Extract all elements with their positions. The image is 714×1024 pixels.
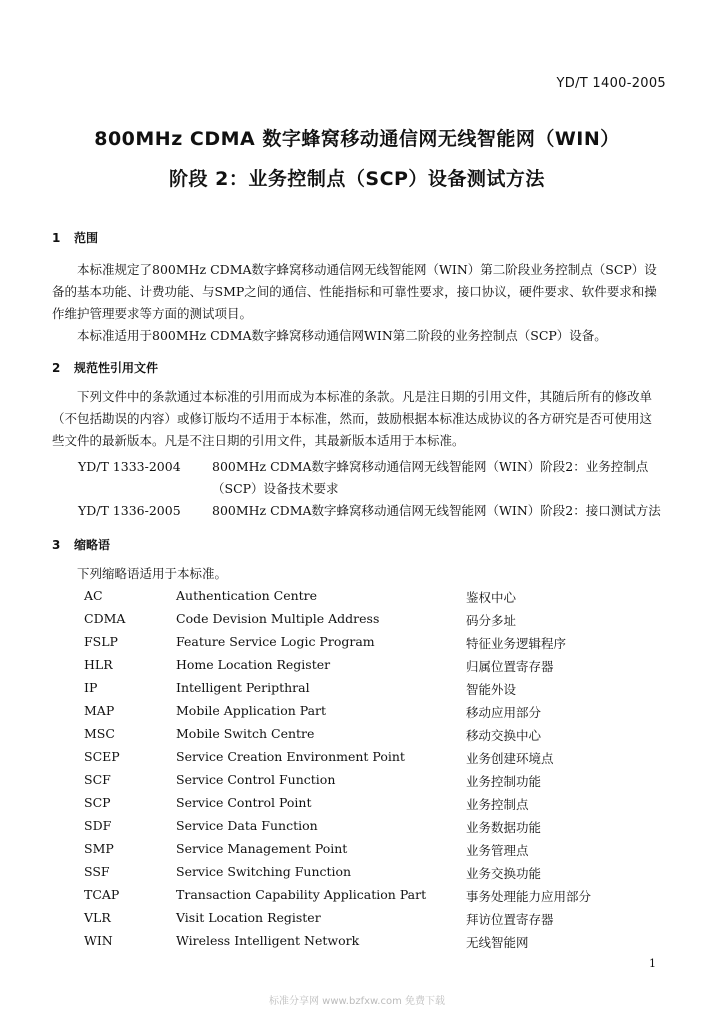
reference-title: 800MHz CDMA数字蜂窝移动通信网无线智能网（WIN）阶段2：接口测试方法 xyxy=(212,503,661,518)
reference-code: YD/T 1333-2004 xyxy=(78,459,181,474)
abbreviation-english: Service Creation Environment Point xyxy=(176,749,405,764)
abbreviation-chinese: 业务控制功能 xyxy=(466,774,542,789)
abbreviation-row xyxy=(0,841,714,863)
abbreviation-row xyxy=(0,818,714,840)
abbreviation-chinese: 鉴权中心 xyxy=(466,590,517,605)
abbreviations-intro-text: 下列缩略语适用于本标准。 xyxy=(77,566,228,581)
abbreviation: FSLP xyxy=(84,634,118,649)
section-2-heading xyxy=(52,359,158,376)
abbreviation-english: Service Management Point xyxy=(176,841,348,856)
abbreviation-chinese: 归属位置寄存器 xyxy=(466,659,554,674)
abbreviation: SCEP xyxy=(84,749,120,764)
abbreviation-english: Service Data Function xyxy=(176,818,318,833)
abbreviation-english: Code Devision Multiple Address xyxy=(176,611,380,626)
abbreviation-chinese: 智能外设 xyxy=(466,682,517,697)
abbreviation: SSF xyxy=(84,864,110,879)
section-number: 2 xyxy=(52,361,61,375)
abbreviation-chinese: 移动交换中心 xyxy=(466,728,542,743)
abbreviation-row xyxy=(0,795,714,817)
abbreviation: HLR xyxy=(84,657,113,672)
abbreviation-row xyxy=(0,933,714,955)
abbreviation-english: Visit Location Register xyxy=(176,910,321,925)
abbreviation: SCF xyxy=(84,772,111,787)
abbreviation: IP xyxy=(84,680,98,695)
section-1-heading xyxy=(52,229,98,246)
abbreviation-english: Transaction Capability Application Part xyxy=(176,887,427,902)
footer-watermark: 标准分享网 www.bzfxw.com 免费下载 xyxy=(269,996,445,1007)
standard-number: YD/T 1400-2005 xyxy=(556,76,666,91)
abbreviation-english: Home Location Register xyxy=(176,657,331,672)
document-title-line1: 800MHz CDMA 数字蜂窝移动通信网无线智能网（WIN） xyxy=(94,128,620,150)
abbreviation-row xyxy=(0,772,714,794)
reference-title: 800MHz CDMA数字蜂窝移动通信网无线智能网（WIN）阶段2：业务控制点（SCP）设备技术要求 xyxy=(212,459,649,496)
section-title: 缩略语 xyxy=(74,538,111,552)
abbreviation-english: Feature Service Logic Program xyxy=(176,634,375,649)
abbreviation: WIN xyxy=(84,933,113,948)
section-number: 1 xyxy=(52,231,61,245)
abbreviation-row xyxy=(0,726,714,748)
abbreviation-english: Authentication Centre xyxy=(176,588,318,603)
abbreviation-chinese: 业务管理点 xyxy=(466,843,529,858)
abbreviation-row xyxy=(0,634,714,656)
abbreviation: SDF xyxy=(84,818,112,833)
abbreviation: MSC xyxy=(84,726,115,741)
abbreviation-english: Mobile Switch Centre xyxy=(176,726,315,741)
abbreviation-chinese: 业务创建环境点 xyxy=(466,751,554,766)
scope-text-1: 本标准规定了800MHz CDMA数字蜂窝移动通信网无线智能网（WIN）第二阶段业务控制点（SCP）设备的基本功能、计费功能、与SMP之间的通信、性能指标和可靠性要求，接口协议，硬件要求、软件要求和操作维护管理要求等方面的测试项目。 xyxy=(52,262,657,321)
abbreviation-english: Service Control Point xyxy=(176,795,312,810)
scope-text-2: 本标准适用于800MHz CDMA数字蜂窝移动通信网WIN第二阶段的业务控制点（SCP）设备。 xyxy=(77,328,607,343)
abbreviation-row xyxy=(0,588,714,610)
section-number: 3 xyxy=(52,538,61,552)
abbreviation-chinese: 事务处理能力应用部分 xyxy=(466,889,592,904)
abbreviation-english: Mobile Application Part xyxy=(176,703,327,718)
abbreviation-row xyxy=(0,887,714,909)
abbreviation: MAP xyxy=(84,703,115,718)
normative-paragraph xyxy=(52,386,662,452)
abbreviation-row xyxy=(0,910,714,932)
section-title: 范围 xyxy=(74,231,99,245)
abbreviation-chinese: 业务控制点 xyxy=(466,797,529,812)
abbreviation-chinese: 业务数据功能 xyxy=(466,820,542,835)
abbreviation-english: Intelligent Peripthral xyxy=(176,680,310,695)
abbreviation-chinese: 码分多址 xyxy=(466,613,517,628)
abbreviation-chinese: 无线智能网 xyxy=(466,935,529,950)
abbreviation: TCAP xyxy=(84,887,120,902)
abbreviation-chinese: 移动应用部分 xyxy=(466,705,542,720)
page-number: 1 xyxy=(649,957,656,970)
abbreviation-chinese: 业务交换功能 xyxy=(466,866,542,881)
abbreviation-english: Service Switching Function xyxy=(176,864,352,879)
abbreviations-intro xyxy=(52,563,662,585)
abbreviation-english: Wireless Intelligent Network xyxy=(176,933,360,948)
abbreviation-row xyxy=(0,703,714,725)
abbreviation-row xyxy=(0,657,714,679)
section-3-heading xyxy=(52,536,110,553)
abbreviation-row xyxy=(0,611,714,633)
abbreviation: CDMA xyxy=(84,611,126,626)
normative-text: 下列文件中的条款通过本标准的引用而成为本标准的条款。凡是注日期的引用文件，其随后所有的修改单（不包括勘误的内容）或修订版均不适用于本标准，然而，鼓励根据本标准达成协议的各方研究是否可使用这些文件的最新版本。凡是不注日期的引用文件，其最新版本适用于本标准。 xyxy=(52,389,653,448)
abbreviation-row xyxy=(0,680,714,702)
abbreviation: SMP xyxy=(84,841,114,856)
document-title-line2: 阶段 2：业务控制点（SCP）设备测试方法 xyxy=(169,168,545,190)
abbreviation-chinese: 拜访位置寄存器 xyxy=(466,912,554,927)
reference-code: YD/T 1336-2005 xyxy=(78,503,181,518)
abbreviation: VLR xyxy=(84,910,111,925)
abbreviation-row xyxy=(0,749,714,771)
abbreviation: SCP xyxy=(84,795,111,810)
section-title: 规范性引用文件 xyxy=(74,361,159,375)
abbreviation-english: Service Control Function xyxy=(176,772,336,787)
scope-paragraph-1 xyxy=(52,259,662,325)
abbreviation-chinese: 特征业务逻辑程序 xyxy=(466,636,567,651)
scope-paragraph-2 xyxy=(52,325,662,347)
abbreviation: AC xyxy=(84,588,103,603)
abbreviation-row xyxy=(0,864,714,886)
